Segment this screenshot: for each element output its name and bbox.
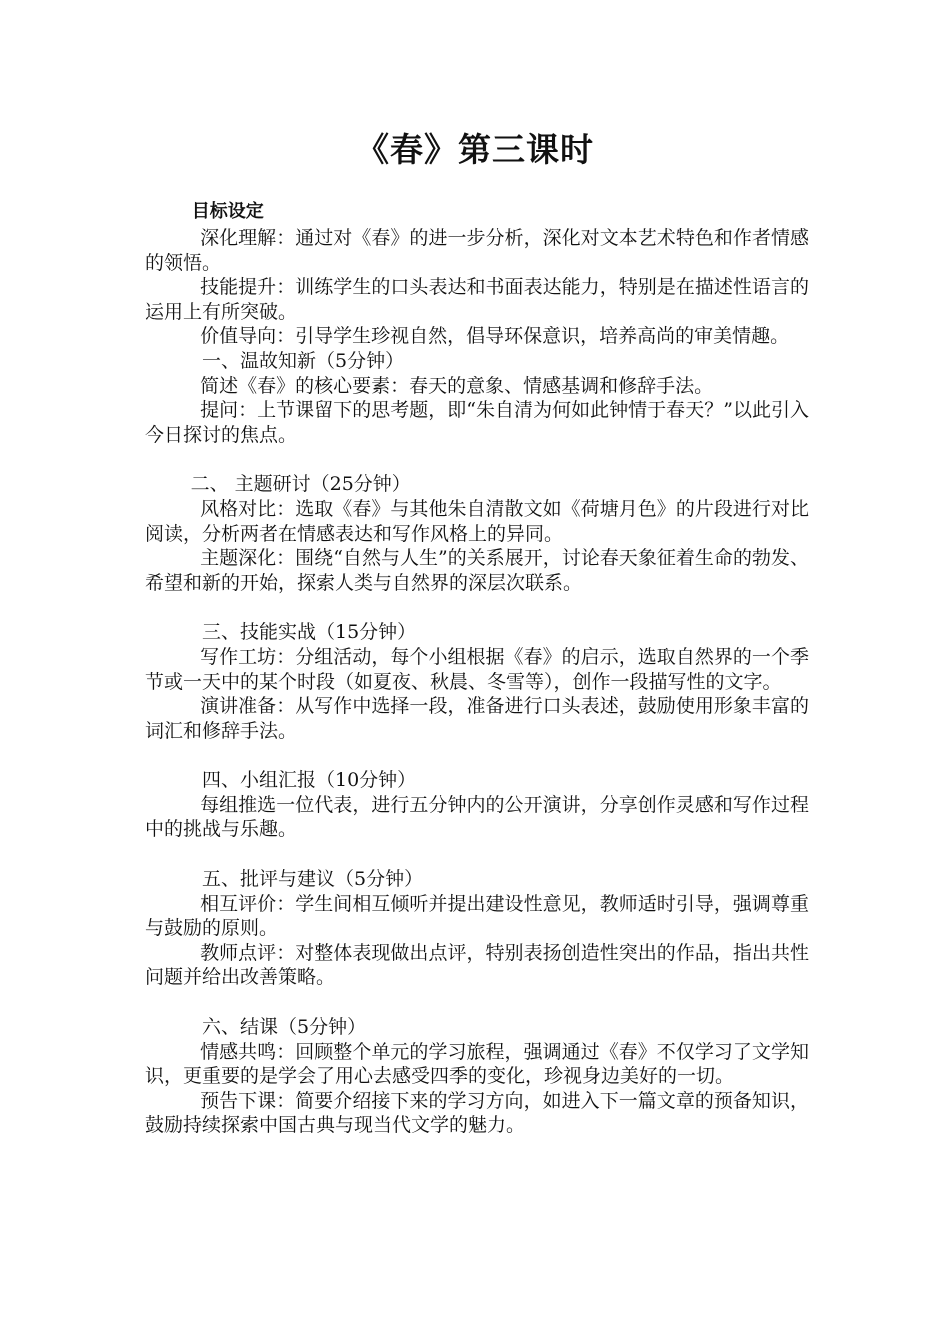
spacer [145,743,809,768]
section-heading-3: 三、技能实战（15分钟） [202,621,417,644]
section-heading-5: 五、批评与建议（5分钟） [202,868,424,891]
section-paragraph: 每组推选一位代表，进行五分钟内的公开演讲，分享创作灵感和写作过程中的挑战与乐趣。 [145,793,809,841]
section-paragraph: 相互评价：学生间相互倾听并提出建设性意见，教师适时引导，强调尊重与鼓励的原则。 [145,892,809,940]
section-heading-1: 一、温故知新（5分钟） [202,349,405,372]
section-paragraph: 教师点评：对整体表现做出点评，特别表扬创造性突出的作品，指出共性问题并给出改善策略。 [145,941,809,989]
spacer [145,447,809,472]
section-paragraph: 提问：上节课留下的思考题，即“朱自清为何如此钟情于春天？”以此引入今日探讨的焦点。 [145,399,809,446]
goal-item: 深化理解：通过对《春》的进一步分析，深化对文本艺术特色和作者情感的领悟。 [145,227,809,274]
section-paragraph: 简述《春》的核心要素：春天的意象、情感基调和修辞手法。 [200,374,714,397]
goals-heading: 目标设定 [191,201,264,222]
section-heading-4: 四、小组汇报（10分钟） [202,769,417,792]
spacer [145,990,809,1015]
document-body [145,198,809,1138]
spacer [145,842,809,867]
page-title: 《春》第三课时 [356,130,594,169]
section-paragraph: 主题深化：围绕“自然与人生”的关系展开，讨论春天象征着生命的勃发、希望和新的开始，探索人类与自然界的深层次联系。 [145,547,809,594]
section-paragraph: 写作工坊：分组活动，每个小组根据《春》的启示，选取自然界的一个季节或一天中的某个时段（如夏夜、秋晨、冬雪等），创作一段描写性的文字。 [145,645,809,693]
goal-item: 价值导向：引导学生珍视自然，倡导环保意识，培养高尚的审美情趣。 [200,325,790,348]
section-paragraph: 风格对比：选取《春》与其他朱自清散文如《荷塘月色》的片段进行对比阅读，分析两者在情感表达和写作风格上的异同。 [145,497,809,545]
section-paragraph: 演讲准备：从写作中选择一段，准备进行口头表述，鼓励使用形象丰富的词汇和修辞手法。 [145,695,809,742]
section-heading-2: 二、 主题研讨（25分钟） [190,473,411,496]
section-paragraph: 预告下课：简要介绍接下来的学习方向，如进入下一篇文章的预备知识，鼓励持续探索中国古典与现当代文学的魅力。 [145,1089,809,1137]
goal-item: 技能提升：训练学生的口头表达和书面表达能力，特别是在描述性语言的运用上有所突破。 [145,276,809,323]
spacer [145,595,809,620]
section-heading-6: 六、结课（5分钟） [202,1016,367,1039]
section-paragraph: 情感共鸣：回顾整个单元的学习旅程，强调通过《春》不仅学习了文学知识，更重要的是学会了用心去感受四季的变化，珍视身边美好的一切。 [145,1040,809,1088]
